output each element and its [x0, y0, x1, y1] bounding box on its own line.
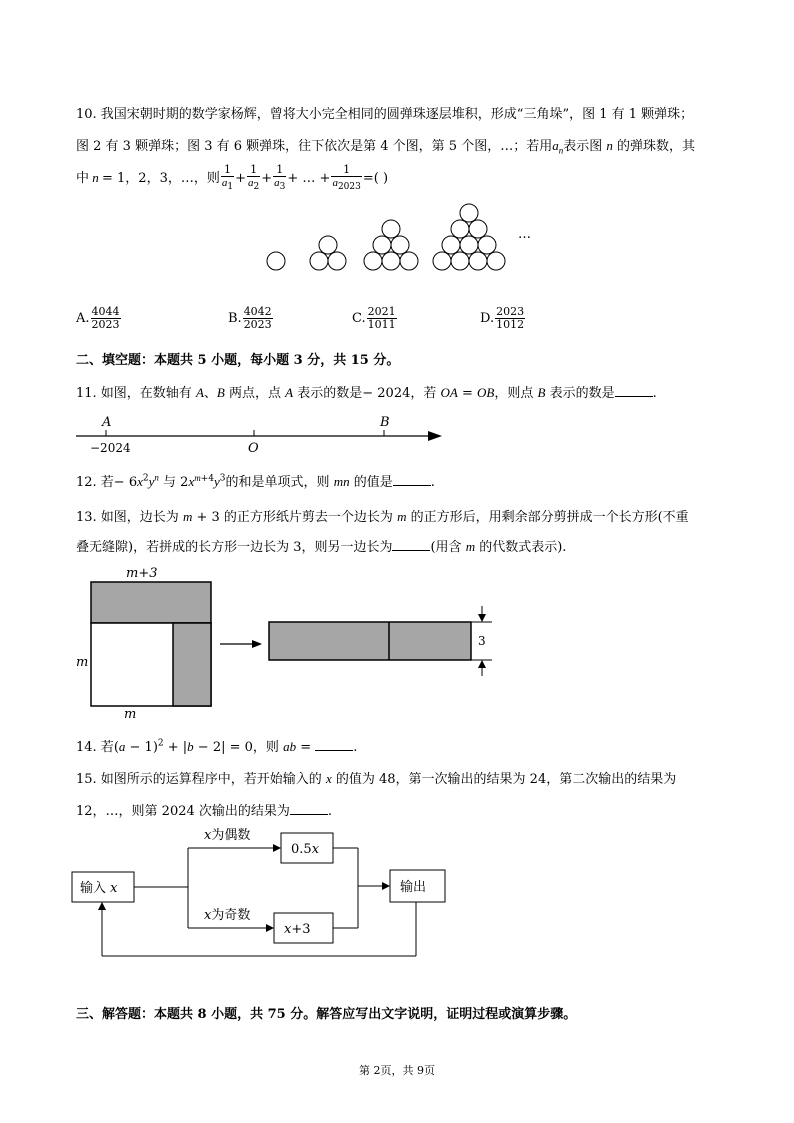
q13-line1: 13. 如图，边长为 m + 3 的正方形纸片剪去一个边长为 m 的正方形后，用剩余部分剪拼成一个长方形(不重	[76, 509, 689, 525]
square-cut-figure	[72, 562, 512, 722]
svg-text:x为奇数: x为奇数	[204, 908, 251, 923]
q11-text: 11. 如图，在数轴有 A、B 两点，点 A 表示的数是− 2024，若 OA = OB，则点 B 表示的数是 .	[76, 385, 657, 401]
answer-blank[interactable]	[290, 802, 328, 815]
svg-text:x+3: x+3	[284, 922, 311, 937]
svg-text:0.5x: 0.5x	[291, 842, 320, 857]
q10-line3: 中 n = 1，2，3，…，则 $\frac{1}{a_1}$ + $\frac{1}{a_2}$ + $\frac{1}{a_3}$ + … + $\frac{1}{a_{2023}}$ =( )	[76, 163, 389, 193]
triangle-pile-figure	[260, 198, 540, 274]
svg-text:输出: 输出	[400, 880, 427, 895]
option-d[interactable]: D. $\frac{2023}{1012}$	[480, 305, 525, 331]
fig-right-label: 3	[478, 634, 486, 648]
number-line	[72, 410, 452, 458]
section3-heading: 三、解答题：本题共 8 小题，共 75 分。解答应写出文字说明，证明过程或演算步骤。	[76, 1007, 577, 1022]
q12-text: 12. 若− $6x^2y^n$ 与 $2x^{m+4}y^3$的和是单项式，则 mn 的值是 .	[76, 472, 435, 490]
answer-blank[interactable]	[315, 738, 353, 751]
q13-line2: 叠无缝隙)，若拼成的长方形一边长为 3，则另一边长为 (用含 m 的代数式表示).	[76, 539, 567, 555]
page-footer: 第 2页，共 9页	[359, 1064, 435, 1077]
option-c[interactable]: C. $\frac{2021}{1011}$	[352, 305, 396, 331]
fig-left-label: m	[76, 655, 89, 670]
q14-text: 14. 若$(a - 1)^2 + |b - 2| = 0$，则 ab = .	[76, 738, 358, 755]
label-b: B	[380, 415, 390, 430]
fig-bottom-label: m	[124, 707, 137, 722]
q10-line2: 图 2 有 3 颗弹珠；图 3 有 6 颗弹珠，往下依次是第 4 个图，第 5 个图，…；若用$a_n$表示图 n 的弹珠数，其	[76, 138, 696, 156]
answer-blank[interactable]	[393, 473, 431, 486]
answer-blank[interactable]	[615, 384, 653, 397]
ellipsis: …	[518, 227, 531, 242]
flowchart	[68, 822, 458, 962]
value-a: −2024	[90, 441, 131, 455]
option-b[interactable]: B. $\frac{4042}{2023}$	[228, 305, 272, 331]
answer-blank[interactable]	[392, 538, 430, 551]
option-a[interactable]: A. $\frac{4044}{2023}$	[76, 305, 120, 331]
svg-text:x为偶数: x为偶数	[204, 828, 251, 843]
q15-line1: 15. 如图所示的运算程序中，若开始输入的 x 的值为 48，第一次输出的结果为 24，第二次输出的结果为	[76, 771, 677, 787]
marble	[267, 252, 285, 270]
label-a: A	[102, 415, 112, 430]
fig-top-label: m+3	[126, 566, 158, 581]
q15-line2: 12，…，则第 2024 次输出的结果为 .	[76, 804, 333, 819]
q10-line1: 10. 我国宋朝时期的数学家杨辉，曾将大小完全相同的圆弹珠逐层堆积，形成“三角垛”，图 1 有 1 颗弹珠；	[76, 107, 694, 122]
section2-heading: 二、填空题：本题共 5 小题，每小题 3 分，共 15 分。	[76, 353, 400, 368]
label-o: O	[248, 441, 259, 456]
svg-text:输入 x: 输入 x	[80, 881, 118, 896]
